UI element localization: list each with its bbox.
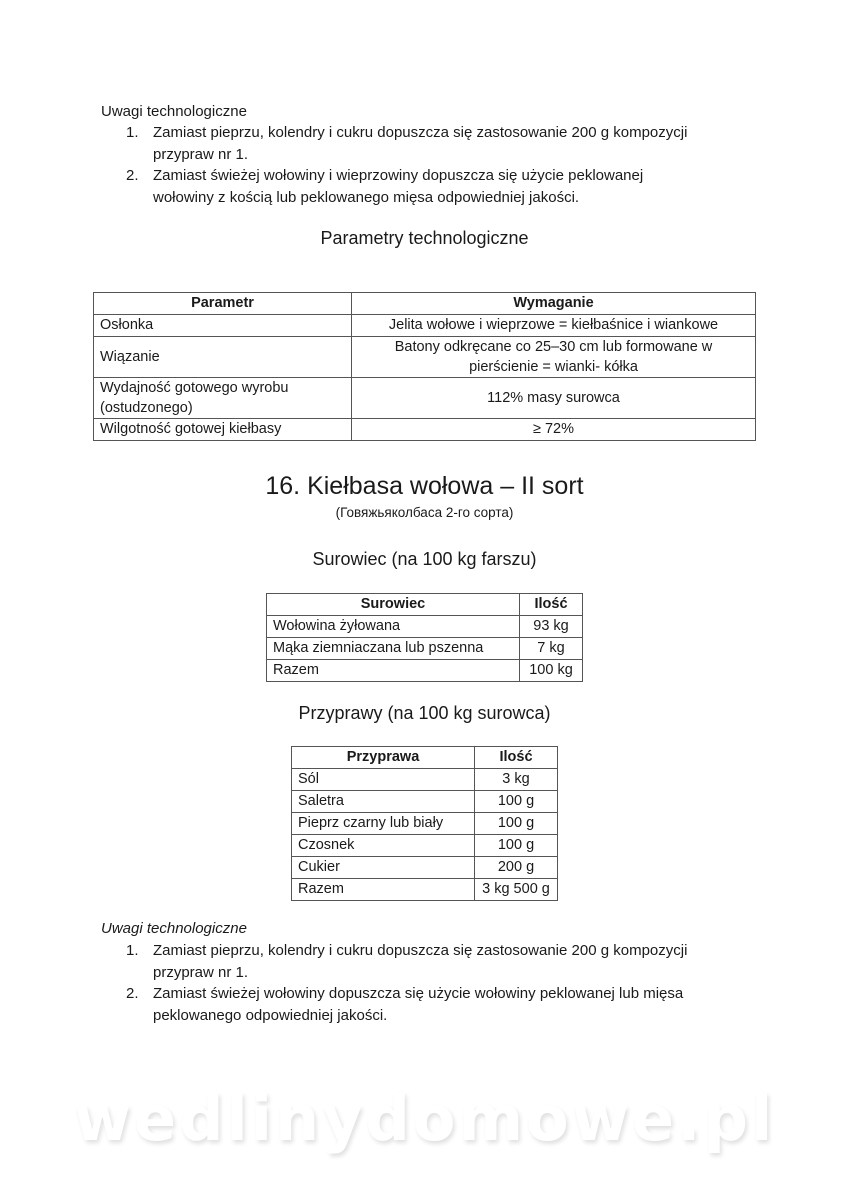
qty-cell: 93 kg [520,616,583,638]
header-przyprawa: Przyprawa [292,747,475,769]
recipe-title: 16. Kiełbasa wołowa – II sort [265,472,584,500]
value-cell: 112% masy surowca [352,378,756,419]
raw-materials-table [266,593,583,682]
qty-cell: 7 kg [520,638,583,660]
param-cell: Osłonka [94,315,352,337]
qty-cell: 3 kg [475,769,558,791]
table-row [292,769,558,791]
header-surowiec: Surowiec [267,594,520,616]
table-row [292,791,558,813]
name-cell: Razem [267,660,520,682]
header-ilosc: Ilość [520,594,583,616]
table-row [267,616,583,638]
notes-bottom-list [101,940,687,1026]
raw-materials-heading: Surowiec (na 100 kg farszu) [312,549,537,569]
name-cell: Razem [292,879,475,901]
name-cell: Pieprz czarny lub biały [292,813,475,835]
param-cell: Wiązanie [94,337,352,378]
header-ilosc: Ilość [475,747,558,769]
qty-cell: 3 kg 500 g [475,879,558,901]
header-wymaganie: Wymaganie [352,293,756,315]
qty-cell: 100 g [475,791,558,813]
value-cell: ≥ 72% [352,419,756,441]
value-cell: Batony odkręcane co 25–30 cm lub formowane w pierścienie = wianki- kółka [352,337,756,378]
name-cell: Sól [292,769,475,791]
table-row [292,835,558,857]
note-item: 2. Zamiast świeżej wołowiny i wieprzowiny dopuszcza się użycie peklowanej wołowiny z kością lub peklowanego mięsa odpowiedniej jakości. [126,167,644,206]
qty-cell: 100 kg [520,660,583,682]
qty-cell: 100 g [475,835,558,857]
table-header-row [94,293,756,315]
spices-heading: Przyprawy (na 100 kg surowca) [298,703,551,723]
name-cell: Wołowina żyłowana [267,616,520,638]
name-cell: Mąka ziemniaczana lub pszenna [267,638,520,660]
params-heading: Parametry technologiczne [320,228,529,248]
table-row [94,337,756,378]
value-cell: Jelita wołowe i wieprzowe = kiełbaśnice i wiankowe [352,315,756,337]
watermark: wedlinydomowe.pl [73,1082,776,1155]
table-row [292,857,558,879]
qty-cell: 200 g [475,857,558,879]
param-cell: Wilgotność gotowej kiełbasy [94,419,352,441]
params-table [93,292,756,441]
header-parametr: Parametr [94,293,352,315]
table-row [94,378,756,419]
table-row [292,879,558,901]
qty-cell: 100 g [475,813,558,835]
table-header-row [292,747,558,769]
table-row [94,315,756,337]
recipe-subtitle: (Говяжьяколбаса 2-го сорта) [335,505,514,520]
table-row [267,660,583,682]
notes-top-title: Uwagi technologiczne [101,103,247,120]
notes-bottom-title: Uwagi technologiczne [101,920,247,937]
table-row [94,419,756,441]
note-item: 2. Zamiast świeżej wołowiny dopuszcza się użycie wołowiny peklowanej lub mięsa peklowanego odpowiedniej jakości. [126,985,684,1024]
table-row [267,638,583,660]
spices-table [291,746,558,901]
name-cell: Cukier [292,857,475,879]
note-item: 1. Zamiast pieprzu, kolendry i cukru dopuszcza się zastosowanie 200 g kompozycji przypraw nr 1. [126,124,688,163]
name-cell: Saletra [292,791,475,813]
table-header-row [267,594,583,616]
name-cell: Czosnek [292,835,475,857]
notes-top-list [101,122,687,208]
note-item: 1. Zamiast pieprzu, kolendry i cukru dopuszcza się zastosowanie 200 g kompozycji przypraw nr 1. [126,942,688,981]
table-row [292,813,558,835]
param-cell: Wydajność gotowego wyrobu (ostudzonego) [94,378,352,419]
